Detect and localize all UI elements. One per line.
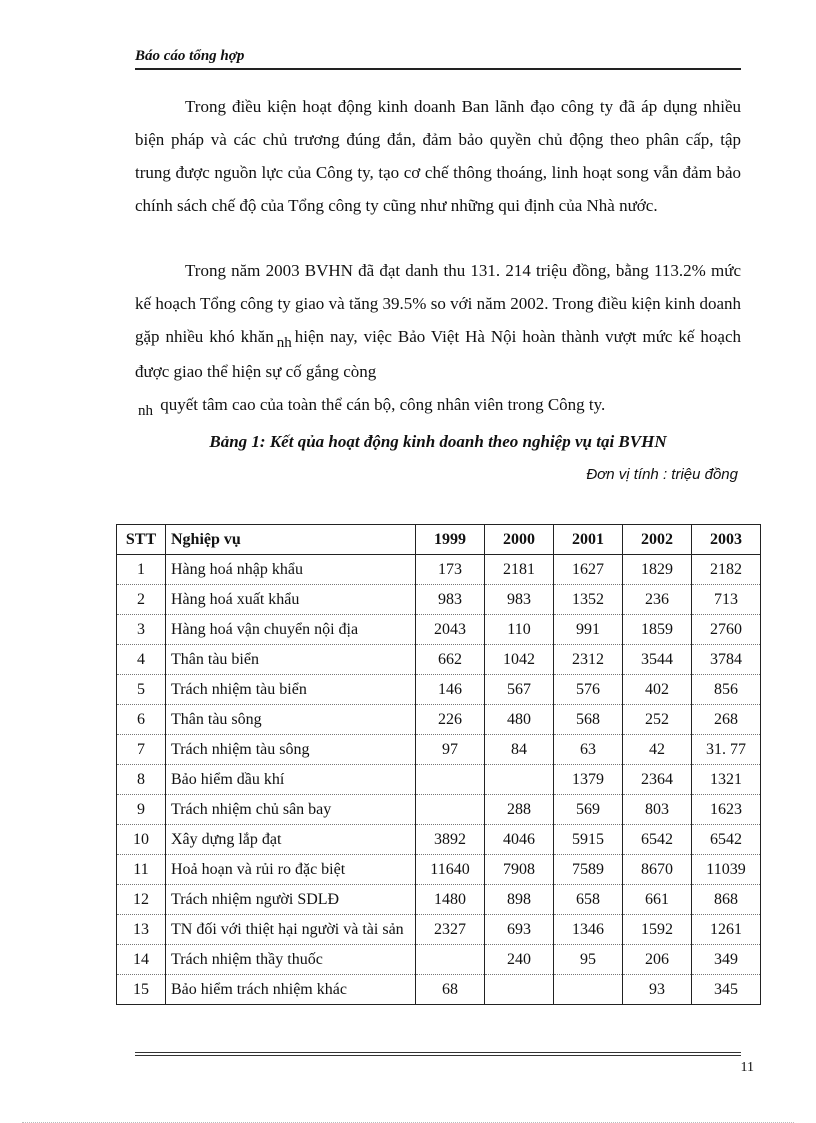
cell-2001: 1627 (554, 555, 623, 585)
cell-2001: 569 (554, 795, 623, 825)
table-row (117, 675, 761, 705)
cell-1999: 983 (416, 585, 485, 615)
cell-stt: 4 (117, 645, 166, 675)
table-row (117, 705, 761, 735)
cell-nghiep-vu: Trách nhiệm thầy thuốc (166, 945, 416, 975)
cell-nghiep-vu: Hàng hoá xuất khẩu (166, 585, 416, 615)
cell-2000: 4046 (485, 825, 554, 855)
cell-stt: 7 (117, 735, 166, 765)
header-stt: STT (117, 525, 166, 555)
cell-2003: 3784 (692, 645, 761, 675)
cell-1999: 2043 (416, 615, 485, 645)
cell-1999: 68 (416, 975, 485, 1005)
running-header: Báo cáo tổng hợp (135, 48, 741, 70)
cell-2001: 576 (554, 675, 623, 705)
cell-nghiep-vu: Hàng hoá vận chuyển nội địa (166, 615, 416, 645)
cell-1999: 662 (416, 645, 485, 675)
cell-2003: 868 (692, 885, 761, 915)
cell-nghiep-vu: Trách nhiệm tàu sông (166, 735, 416, 765)
cell-nghiep-vu: Bảo hiểm trách nhiệm khác (166, 975, 416, 1005)
cell-2002: 2364 (623, 765, 692, 795)
cell-2000 (485, 975, 554, 1005)
cell-stt: 1 (117, 555, 166, 585)
cell-2001: 658 (554, 885, 623, 915)
cell-2001: 568 (554, 705, 623, 735)
paragraph-2-part3: quyết tâm cao của toàn thể cán bộ, công nhân viên trong Công ty. (160, 395, 606, 414)
cell-2002: 402 (623, 675, 692, 705)
cell-2001: 1352 (554, 585, 623, 615)
cell-2001: 95 (554, 945, 623, 975)
cell-2000: 693 (485, 915, 554, 945)
cell-2002: 6542 (623, 825, 692, 855)
paragraph-2-sub1: nh (276, 335, 292, 351)
cell-2001: 5915 (554, 825, 623, 855)
cell-nghiep-vu: Hàng hoá nhập khẩu (166, 555, 416, 585)
cell-2000: 2181 (485, 555, 554, 585)
table-row (117, 975, 761, 1005)
cell-stt: 12 (117, 885, 166, 915)
cell-nghiep-vu: TN đối với thiệt hại người và tài sản (166, 915, 416, 945)
cell-2000: 288 (485, 795, 554, 825)
cell-2003: 1623 (692, 795, 761, 825)
table-row (117, 645, 761, 675)
cell-stt: 6 (117, 705, 166, 735)
cell-2000: 110 (485, 615, 554, 645)
cell-2003: 31. 77 (692, 735, 761, 765)
cell-2002: 1592 (623, 915, 692, 945)
header-nghiep-vu: Nghiệp vụ (166, 525, 416, 555)
cell-nghiep-vu: Trách nhiệm tàu biển (166, 675, 416, 705)
cell-stt: 9 (117, 795, 166, 825)
cell-nghiep-vu: Thân tàu sông (166, 705, 416, 735)
cell-2000: 7908 (485, 855, 554, 885)
cell-1999: 11640 (416, 855, 485, 885)
cell-2000: 480 (485, 705, 554, 735)
footer-rule (135, 1055, 741, 1056)
cell-2000 (485, 765, 554, 795)
cell-2003: 11039 (692, 855, 761, 885)
cell-2003: 713 (692, 585, 761, 615)
table-row (117, 555, 761, 585)
cell-stt: 8 (117, 765, 166, 795)
table-row (117, 915, 761, 945)
table-row (117, 585, 761, 615)
cell-nghiep-vu: Trách nhiệm chủ sân bay (166, 795, 416, 825)
cell-2002: 206 (623, 945, 692, 975)
paragraph-2-part2: hiện nay, việc Bảo Việt Hà Nội hoàn thành vượt mức kế hoạch được giao thể hiện sự cố gắng còng (135, 327, 742, 381)
cell-2002: 803 (623, 795, 692, 825)
cell-2001: 1379 (554, 765, 623, 795)
paragraph-2-sub2: nh (138, 403, 153, 419)
paragraph-1 (135, 90, 741, 222)
page-number: 11 (740, 1060, 754, 1075)
paragraph-1-text: Trong điều kiện hoạt động kinh doanh Ban lãnh đạo công ty đã áp dụng nhiều biện pháp và các chủ trương đúng đắn, đảm bảo quyền chủ động theo phân cấp, tập trung được nguồn lực của Công ty, tạo cơ chế thông thoáng, linh hoạt song vẫn đảm bảo chính sách chế độ của Tổng công ty cũng như những qui định của Nhà nước. (135, 97, 741, 215)
cell-2000: 983 (485, 585, 554, 615)
table-row (117, 945, 761, 975)
cell-2003: 1321 (692, 765, 761, 795)
cell-stt: 3 (117, 615, 166, 645)
header-2001: 2001 (554, 525, 623, 555)
cell-1999: 97 (416, 735, 485, 765)
cell-2000: 1042 (485, 645, 554, 675)
table-row (117, 735, 761, 765)
cell-2003: 349 (692, 945, 761, 975)
cell-2002: 42 (623, 735, 692, 765)
footer-rule (135, 1052, 741, 1053)
cell-stt: 13 (117, 915, 166, 945)
cell-1999: 1480 (416, 885, 485, 915)
table-unit: Đơn vị tính : triệu đồng (586, 466, 738, 483)
results-table (116, 524, 761, 1005)
cell-2002: 1829 (623, 555, 692, 585)
cell-2002: 252 (623, 705, 692, 735)
cell-1999 (416, 795, 485, 825)
cell-stt: 15 (117, 975, 166, 1005)
table-row (117, 615, 761, 645)
cell-2002: 3544 (623, 645, 692, 675)
cell-2002: 661 (623, 885, 692, 915)
cell-2001: 7589 (554, 855, 623, 885)
cell-stt: 5 (117, 675, 166, 705)
cell-1999: 226 (416, 705, 485, 735)
cell-2003: 856 (692, 675, 761, 705)
cell-nghiep-vu: Trách nhiệm người SDLĐ (166, 885, 416, 915)
cell-2001: 1346 (554, 915, 623, 945)
table-row (117, 855, 761, 885)
header-2000: 2000 (485, 525, 554, 555)
table-row (117, 885, 761, 915)
table-header-row (117, 525, 761, 555)
cell-2002: 93 (623, 975, 692, 1005)
table-row (117, 765, 761, 795)
cell-2003: 345 (692, 975, 761, 1005)
cell-2002: 1859 (623, 615, 692, 645)
cell-2003: 2182 (692, 555, 761, 585)
cell-2003: 6542 (692, 825, 761, 855)
header-2003: 2003 (692, 525, 761, 555)
cell-stt: 10 (117, 825, 166, 855)
cell-2000: 567 (485, 675, 554, 705)
cell-1999: 2327 (416, 915, 485, 945)
paragraph-2-part1: Trong năm 2003 BVHN đã đạt danh thu 131. 214 triệu đồng, bằng 113.2% mức kế hoạch Tổng công ty giao và tăng 39.5% so với năm 2002. Trong điều kiện kinh doanh gặp nhiều khó khăn (135, 261, 741, 346)
cell-2000: 898 (485, 885, 554, 915)
cell-stt: 11 (117, 855, 166, 885)
cell-1999: 173 (416, 555, 485, 585)
cell-nghiep-vu: Thân tàu biển (166, 645, 416, 675)
paragraph-2 (135, 254, 741, 423)
cell-1999: 146 (416, 675, 485, 705)
cell-2002: 236 (623, 585, 692, 615)
cell-2003: 268 (692, 705, 761, 735)
cell-2001: 63 (554, 735, 623, 765)
cell-2002: 8670 (623, 855, 692, 885)
table-row (117, 825, 761, 855)
cell-2003: 2760 (692, 615, 761, 645)
cell-stt: 2 (117, 585, 166, 615)
cell-2001 (554, 975, 623, 1005)
cell-2000: 84 (485, 735, 554, 765)
cell-2003: 1261 (692, 915, 761, 945)
cell-stt: 14 (117, 945, 166, 975)
cell-nghiep-vu: Bảo hiểm dầu khí (166, 765, 416, 795)
header-2002: 2002 (623, 525, 692, 555)
cell-nghiep-vu: Xây dựng lắp đạt (166, 825, 416, 855)
table-caption: Bảng 1: Kết qủa hoạt động kinh doanh theo nghiệp vụ tại BVHN (209, 432, 667, 451)
cell-1999: 3892 (416, 825, 485, 855)
cell-1999 (416, 945, 485, 975)
cell-2000: 240 (485, 945, 554, 975)
table-row (117, 795, 761, 825)
cell-1999 (416, 765, 485, 795)
header-1999: 1999 (416, 525, 485, 555)
cell-nghiep-vu: Hoả hoạn và rủi ro đặc biệt (166, 855, 416, 885)
cell-2001: 991 (554, 615, 623, 645)
cell-2001: 2312 (554, 645, 623, 675)
